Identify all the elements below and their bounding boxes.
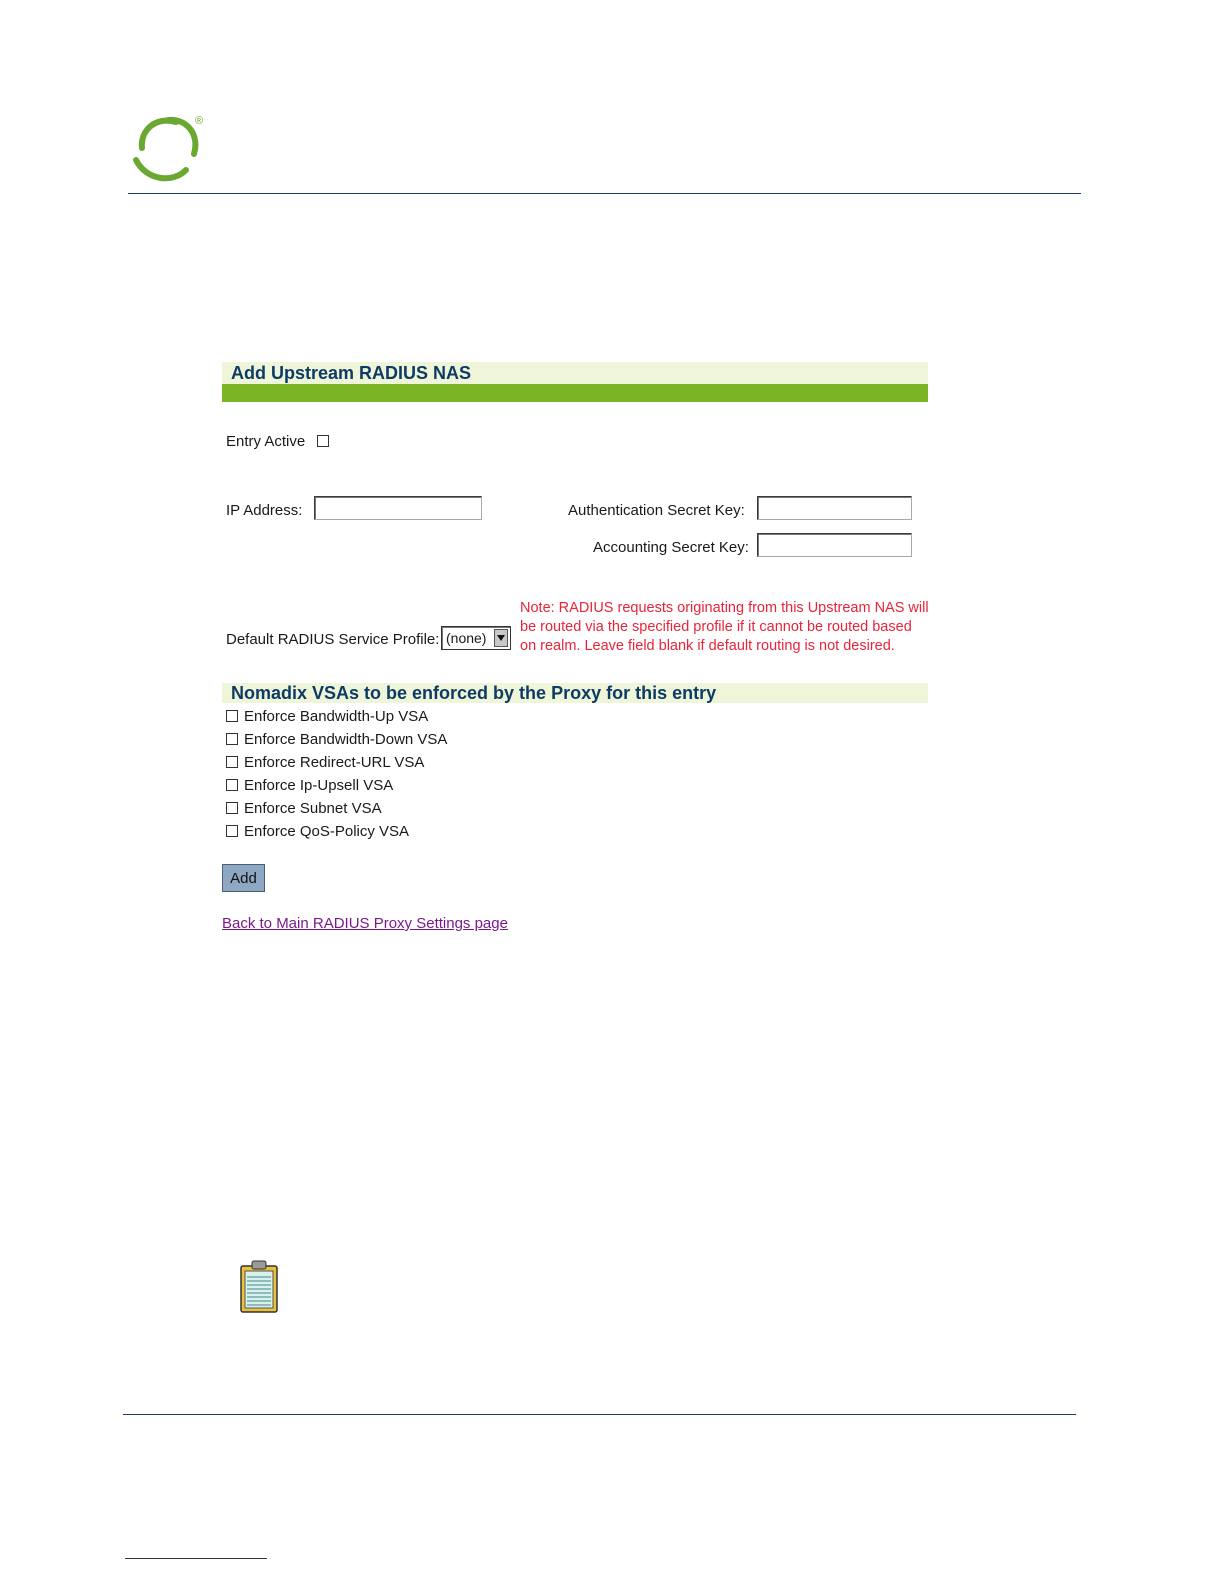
vsa-checkbox[interactable] [226, 756, 238, 768]
profile-label: Default RADIUS Service Profile: [226, 631, 440, 648]
vsa-checkbox[interactable] [226, 825, 238, 837]
vsa-checkbox[interactable] [226, 733, 238, 745]
registered-mark: ® [195, 115, 204, 127]
profile-select[interactable] [441, 626, 511, 650]
vsa-item-ip-upsell[interactable] [226, 776, 393, 794]
title-green-bar [222, 384, 928, 402]
vsa-label: Enforce QoS-Policy VSA [244, 822, 410, 840]
footer-divider [123, 1414, 1076, 1415]
vsa-item-qos-policy[interactable] [226, 822, 409, 840]
vsa-label: Enforce Bandwidth-Up VSA [244, 707, 429, 725]
vsa-section-title: Nomadix VSAs to be enforced by the Proxy for this entry [231, 683, 717, 703]
vsa-item-bandwidth-down[interactable] [226, 730, 447, 748]
vsa-label: Enforce Redirect-URL VSA [244, 753, 425, 771]
entry-active-label: Entry Active [226, 433, 306, 450]
header-divider [128, 193, 1081, 194]
vsa-label: Enforce Subnet VSA [244, 799, 382, 817]
vsa-label: Enforce Bandwidth-Down VSA [244, 730, 448, 748]
vsa-item-redirect-url[interactable] [226, 753, 424, 771]
ip-address-label: IP Address: [226, 502, 303, 519]
auth-secret-label: Authentication Secret Key: [568, 502, 745, 519]
ip-address-input[interactable] [314, 496, 482, 520]
clipboard-icon [239, 1260, 279, 1314]
page-title: Add Upstream RADIUS NAS [231, 363, 472, 383]
vsa-checkbox[interactable] [226, 710, 238, 722]
footnote-divider [125, 1558, 267, 1559]
vsa-checkbox[interactable] [226, 779, 238, 791]
chevron-down-icon[interactable] [494, 629, 508, 647]
routing-note: Note: RADIUS requests originating from this Upstream NAS will be routed via the specified profile if it cannot be routed based on realm. Leave field blank if default routing is not desired. [520, 600, 929, 654]
vsa-checkbox[interactable] [226, 802, 238, 814]
entry-active-checkbox[interactable] [317, 435, 329, 447]
vsa-label: Enforce Ip-Upsell VSA [244, 776, 394, 794]
acct-secret-input[interactable] [757, 533, 912, 557]
vsa-item-subnet[interactable] [226, 799, 382, 817]
acct-secret-label: Accounting Secret Key: [593, 539, 749, 556]
profile-select-value: (none) [446, 630, 487, 646]
vsa-item-bandwidth-up[interactable] [226, 707, 428, 725]
add-button[interactable]: Add [222, 864, 265, 892]
auth-secret-input[interactable] [757, 496, 912, 520]
back-to-main-link[interactable]: Back to Main RADIUS Proxy Settings page [222, 915, 508, 932]
